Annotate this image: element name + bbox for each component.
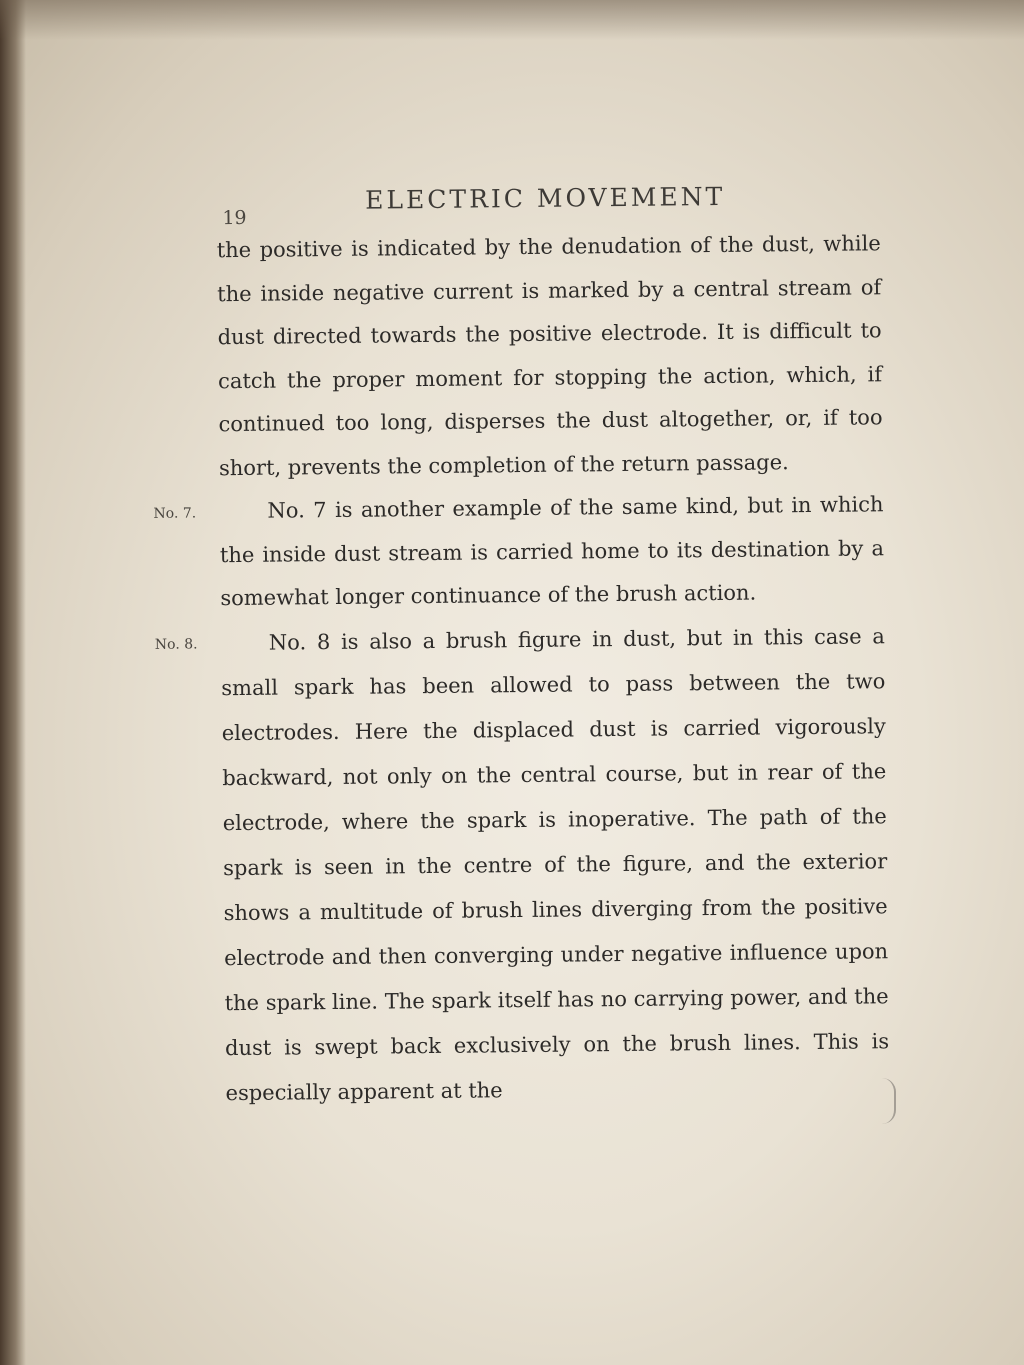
binding-shadow <box>0 0 26 1365</box>
top-shadow <box>0 0 1024 40</box>
paragraph-no-8 <box>154 614 890 1116</box>
paragraph-text: the positive is indicated by the denudation of the dust, while the inside negative current is marked by a central stream of dust directed towards the positive electrode. It is difficult to catch the proper moment for stopping the action, which, if continued too long, disperses the dust altogether, or, if too short, prevents the completion of the return passage. <box>216 231 883 480</box>
paragraph-no-7 <box>153 483 885 620</box>
paragraph-text: No. 7 is another example of the same kind, but in which the inside dust stream is carried home to its destination by a somewhat longer continuance of the brush action. <box>219 492 885 611</box>
page-text-block <box>140 172 890 1116</box>
paragraph-continuation <box>217 222 884 490</box>
running-head: ELECTRIC MOVEMENT <box>365 181 726 215</box>
margin-note-no-8: No. 8. <box>154 635 198 653</box>
page-header <box>140 172 880 228</box>
page-number: 19 <box>222 206 247 230</box>
paragraph-text: No. 8 is also a brush figure in dust, but in this case a small spark has been allowed to pass between the two electrodes. Here the displaced dust is carried vigorously backward, not only on the central course, but in rear of the electrode, where the spark is inoperative. The path of the spark is seen in the centre of the figure, and the exterior shows a multitude of brush lines diverging from the positive electrode and then converging under negative influence upon the spark line. The spark itself has no carrying power, and the dust is swept back exclusively on the brush lines. This is especially apparent at the <box>221 623 890 1105</box>
margin-note-no-7: No. 7. <box>153 505 197 522</box>
pencil-bracket-mark <box>878 1078 896 1124</box>
